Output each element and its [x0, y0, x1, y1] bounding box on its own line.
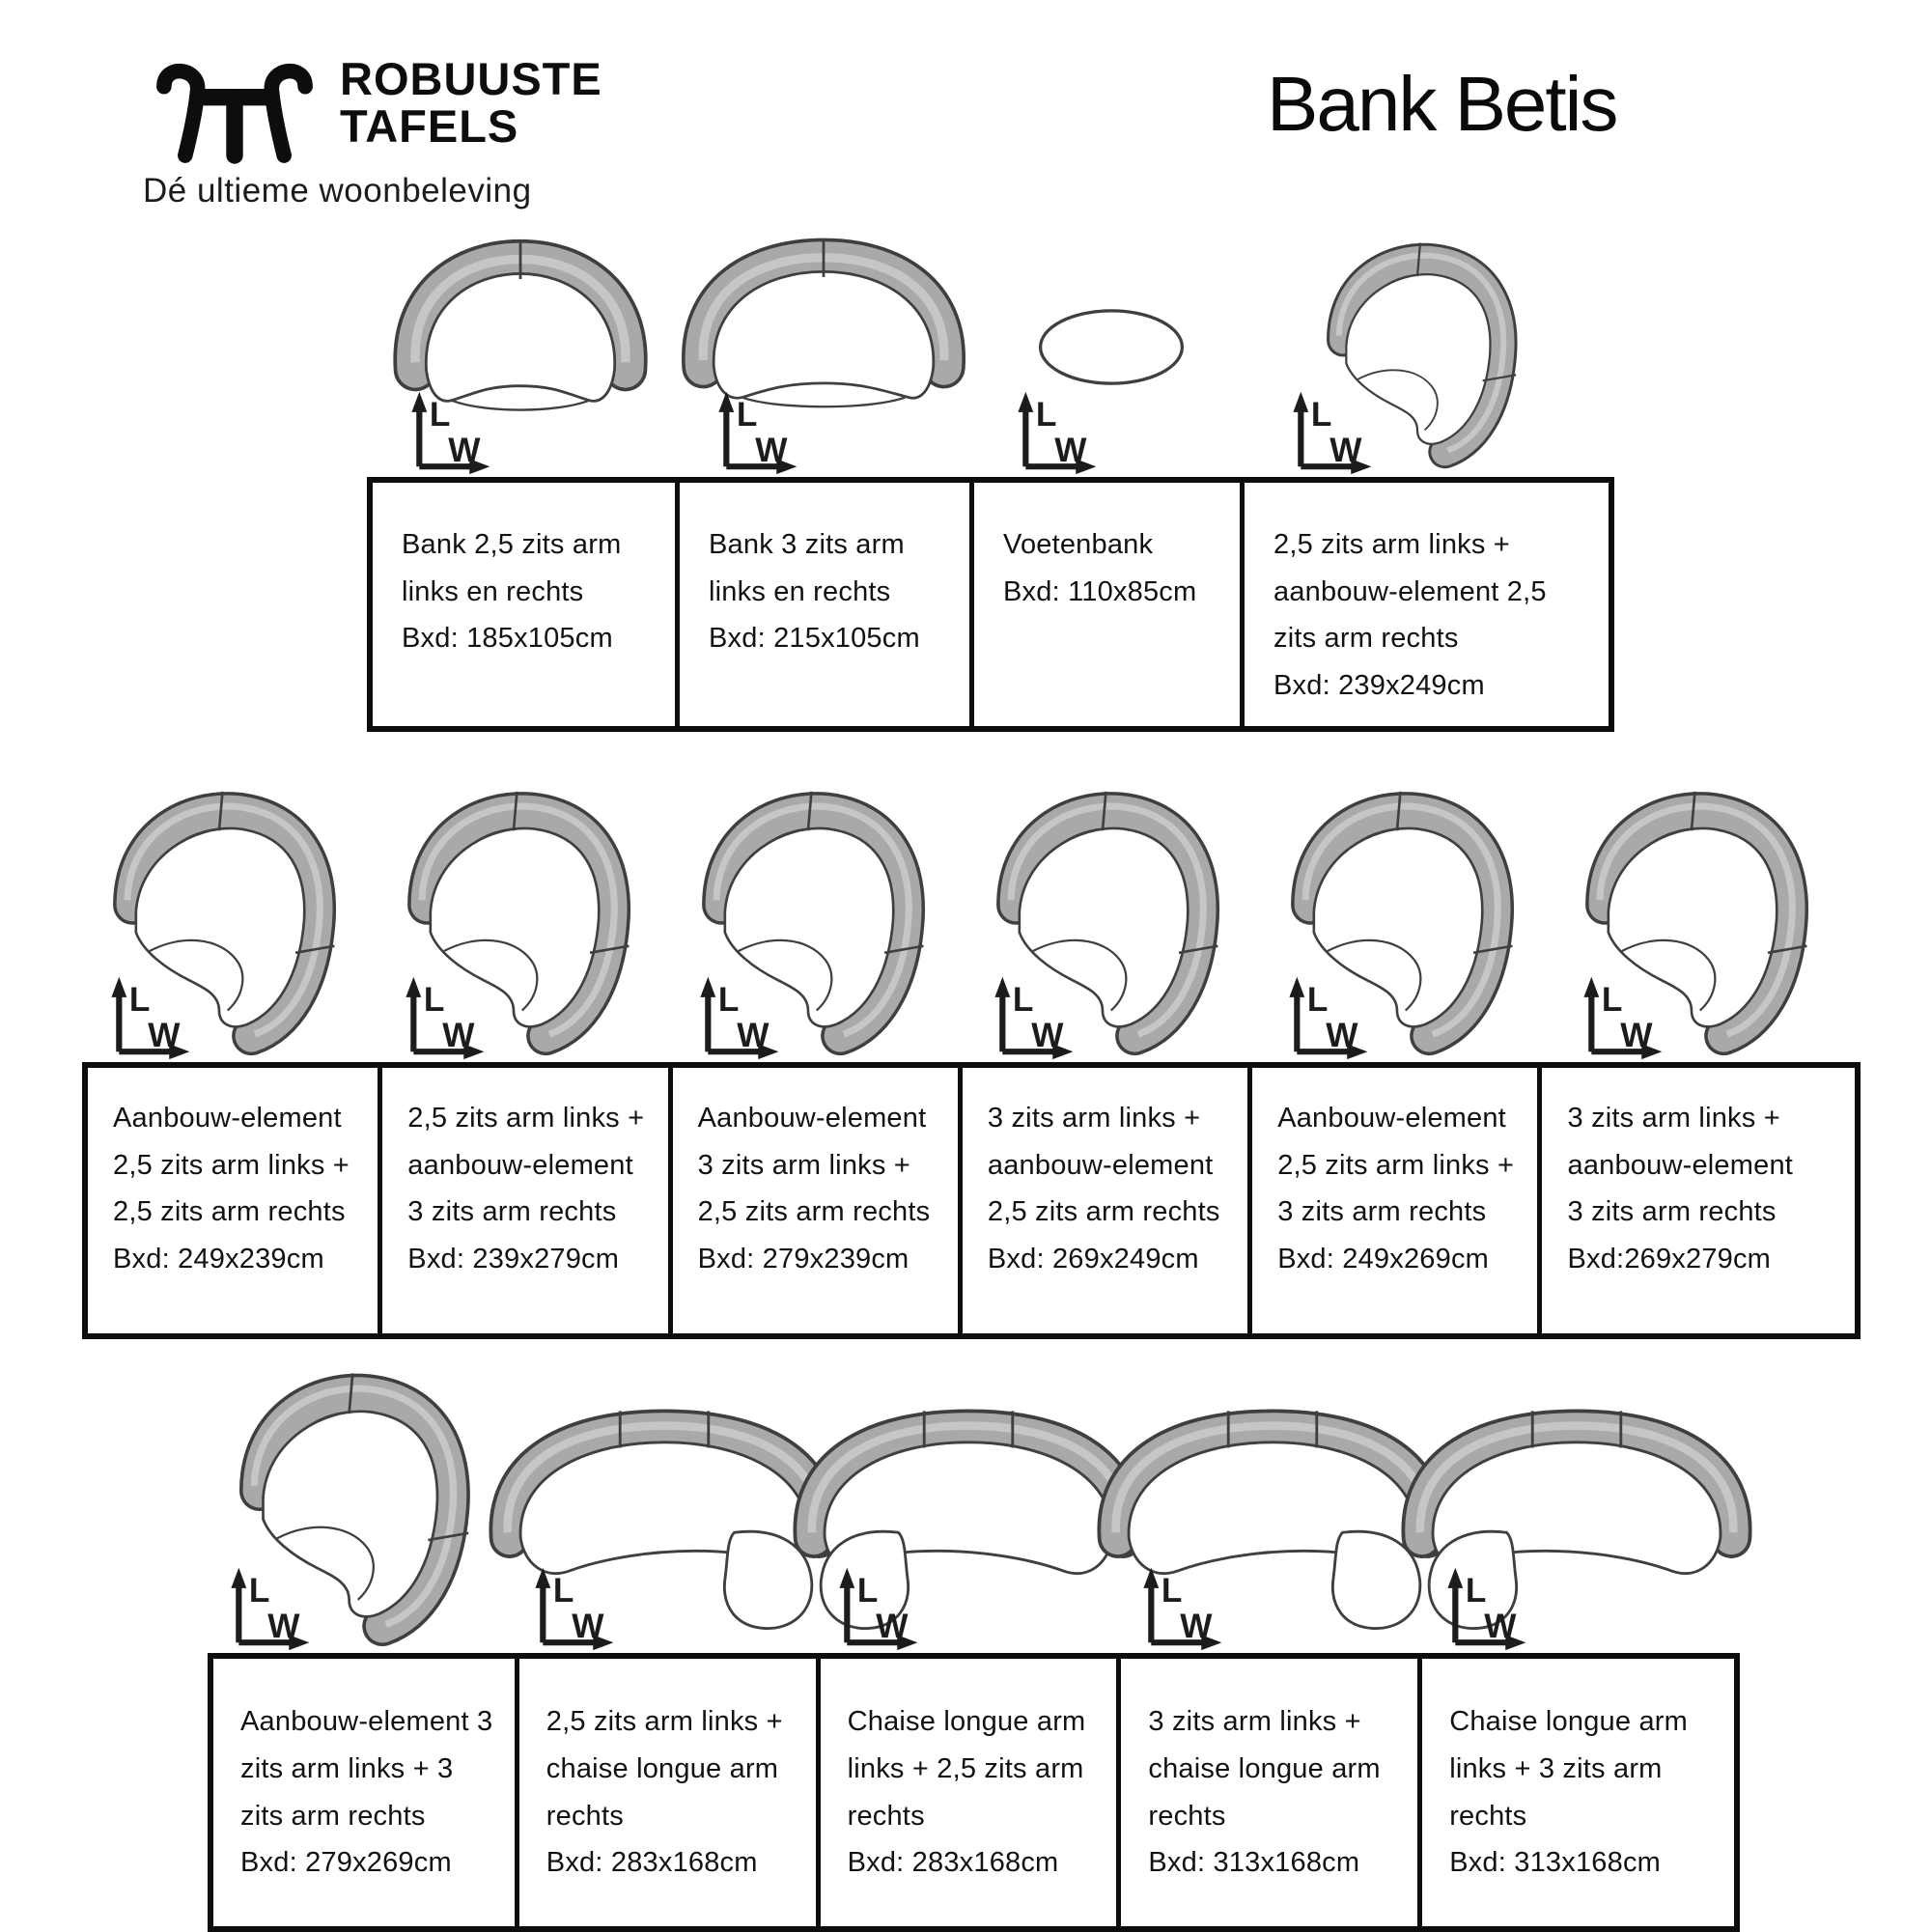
config-dimensions: Bxd:269x279cm [1567, 1244, 1772, 1275]
axis-lw-icon [713, 390, 801, 475]
svg-text:L: L [1465, 1571, 1487, 1610]
svg-text:W: W [876, 1607, 909, 1645]
config-dimensions: Bxd: 283x168cm [546, 1847, 758, 1879]
config-label: 2,5 zits arm links + chaise longue arm rechts [546, 1706, 783, 1832]
spec-cell [373, 483, 675, 726]
diagram-row-2 [82, 769, 1849, 1062]
svg-text:W: W [148, 1016, 181, 1054]
svg-text:W: W [1031, 1016, 1064, 1054]
config-label: 3 zits arm links + aanbouw-element 3 zits arm rechts [1567, 1103, 1794, 1228]
config-label: 3 zits arm links + chaise longue arm rechts [1148, 1706, 1381, 1832]
svg-text:W: W [1326, 1016, 1358, 1054]
diagram-cell [973, 214, 1248, 477]
svg-text:W: W [755, 431, 788, 469]
config-label: Chaise longue arm links + 3 zits arm rechts [1449, 1706, 1689, 1832]
robuuste-tafels-logo-icon [143, 42, 326, 166]
svg-text:L: L [423, 980, 445, 1019]
config-dimensions: Bxd: 283x168cm [847, 1847, 1059, 1879]
config-label: Aanbouw-element 3 zits arm links + 3 zits arm rechts [240, 1706, 493, 1832]
config-dimensions: Bxd: 249x269cm [1277, 1244, 1490, 1275]
svg-text:W: W [448, 431, 481, 469]
svg-text:L: L [1601, 980, 1623, 1019]
axis-lw-icon [1287, 390, 1376, 475]
config-label: Voetenbank [1003, 529, 1154, 560]
axis-lw-icon [400, 975, 489, 1060]
axis-lw-icon [105, 975, 194, 1060]
svg-text:W: W [1054, 431, 1087, 469]
config-dimensions: Bxd: 239x279cm [407, 1244, 620, 1275]
config-dimensions: Bxd: 269x249cm [987, 1244, 1199, 1275]
axis-lw-icon [1283, 975, 1372, 1060]
spec-cell [969, 483, 1240, 726]
spec-table-3 [208, 1653, 1740, 1932]
config-label: Bank 2,5 zits arm links en rechts [402, 529, 622, 607]
diagram-cell [377, 769, 671, 1062]
spec-cell [668, 1068, 958, 1333]
axis-lw-icon [1137, 1566, 1226, 1651]
axis-lw-icon [1441, 1566, 1530, 1651]
spec-cell [378, 1068, 667, 1333]
svg-text:W: W [1620, 1016, 1653, 1054]
config-dimensions: Bxd: 249x239cm [113, 1244, 324, 1275]
spec-cell [675, 483, 969, 726]
spec-cell [88, 1068, 378, 1333]
spec-cell [515, 1659, 816, 1926]
config-label: 3 zits arm links + aanbouw-element 2,5 zits arm rechts [987, 1103, 1220, 1228]
spec-table-1 [367, 477, 1614, 732]
config-label: Aanbouw-element 3 zits arm links + 2,5 zits arm rechts [697, 1103, 931, 1228]
svg-text:L: L [1161, 1571, 1183, 1610]
brand-name [340, 53, 602, 152]
axis-lw-icon [406, 390, 494, 475]
config-label: Aanbouw-element 2,5 zits arm links + 3 zits arm rechts [1277, 1103, 1515, 1228]
svg-text:W: W [737, 1016, 770, 1054]
config-label: Bank 3 zits arm links en rechts [709, 529, 905, 607]
diagram-cell [1554, 769, 1849, 1062]
svg-text:L: L [1012, 980, 1034, 1019]
svg-text:W: W [1180, 1607, 1213, 1645]
spec-cell [1116, 1659, 1417, 1926]
config-label: 2,5 zits arm links + aanbouw-element 2,5 zits arm rechts [1273, 529, 1547, 655]
diagram-cell [674, 214, 973, 477]
spec-cell [958, 1068, 1247, 1333]
axis-lw-icon [225, 1566, 314, 1651]
config-label: 2,5 zits arm links + aanbouw-element 3 zits arm rechts [407, 1103, 645, 1228]
svg-text:W: W [1484, 1607, 1517, 1645]
svg-text:L: L [128, 980, 151, 1019]
page-title: Bank Betis [1267, 61, 1617, 147]
diagram-row-1 [367, 214, 1603, 477]
spec-cell [1537, 1068, 1827, 1333]
svg-text:L: L [552, 1571, 574, 1610]
diagram-cell [82, 769, 377, 1062]
axis-lw-icon [529, 1566, 618, 1651]
diagram-cell [367, 214, 674, 477]
spec-cell [1417, 1659, 1719, 1926]
svg-text:W: W [1329, 431, 1362, 469]
diagram-cell [966, 769, 1260, 1062]
svg-text:L: L [856, 1571, 879, 1610]
svg-text:L: L [429, 395, 451, 434]
axis-lw-icon [989, 975, 1077, 1060]
config-dimensions: Bxd: 313x168cm [1449, 1847, 1662, 1879]
config-dimensions: Bxd: 239x249cm [1273, 670, 1485, 702]
svg-text:W: W [572, 1607, 604, 1645]
config-label: Aanbouw-element 2,5 zits arm links + 2,5 zits arm rechts [113, 1103, 350, 1228]
axis-lw-icon [833, 1566, 922, 1651]
config-label: Chaise longue arm links + 2,5 zits arm rechts [847, 1706, 1086, 1832]
spec-table-2 [82, 1062, 1861, 1339]
axis-lw-icon [1578, 975, 1666, 1060]
diagram-cell [1260, 769, 1554, 1062]
footstool-top-view-icon [1034, 301, 1189, 393]
svg-text:L: L [717, 980, 740, 1019]
config-dimensions: Bxd: 110x85cm [1003, 575, 1197, 607]
svg-text:L: L [1306, 980, 1329, 1019]
sofa-top-view-chaise-left-icon [1374, 1398, 1779, 1638]
diagram-cell [671, 769, 966, 1062]
diagram-row-3 [208, 1354, 1728, 1653]
svg-text:L: L [736, 395, 758, 434]
config-dimensions: Bxd: 313x168cm [1148, 1847, 1360, 1879]
spec-cell [1247, 1068, 1537, 1333]
diagram-cell [1424, 1354, 1728, 1653]
spec-cell [816, 1659, 1117, 1926]
brand-name-line2: TAFELS [340, 99, 519, 152]
brand-logo [143, 42, 602, 210]
brand-name-line1: ROBUUSTE [340, 53, 602, 104]
axis-lw-icon [1012, 390, 1101, 475]
config-dimensions: Bxd: 185x105cm [402, 623, 613, 655]
diagram-cell [1248, 214, 1603, 477]
config-dimensions: Bxd: 215x105cm [709, 623, 920, 655]
axis-lw-icon [694, 975, 783, 1060]
svg-text:W: W [267, 1607, 300, 1645]
config-dimensions: Bxd: 279x239cm [697, 1244, 910, 1275]
svg-text:L: L [1035, 395, 1057, 434]
spec-cell [213, 1659, 515, 1926]
brand-tagline: Dé ultieme woonbeleving [143, 172, 532, 210]
svg-text:W: W [442, 1016, 475, 1054]
svg-text:L: L [1310, 395, 1332, 434]
svg-text:L: L [248, 1571, 270, 1610]
spec-cell [1240, 483, 1589, 726]
config-dimensions: Bxd: 279x269cm [240, 1847, 452, 1879]
